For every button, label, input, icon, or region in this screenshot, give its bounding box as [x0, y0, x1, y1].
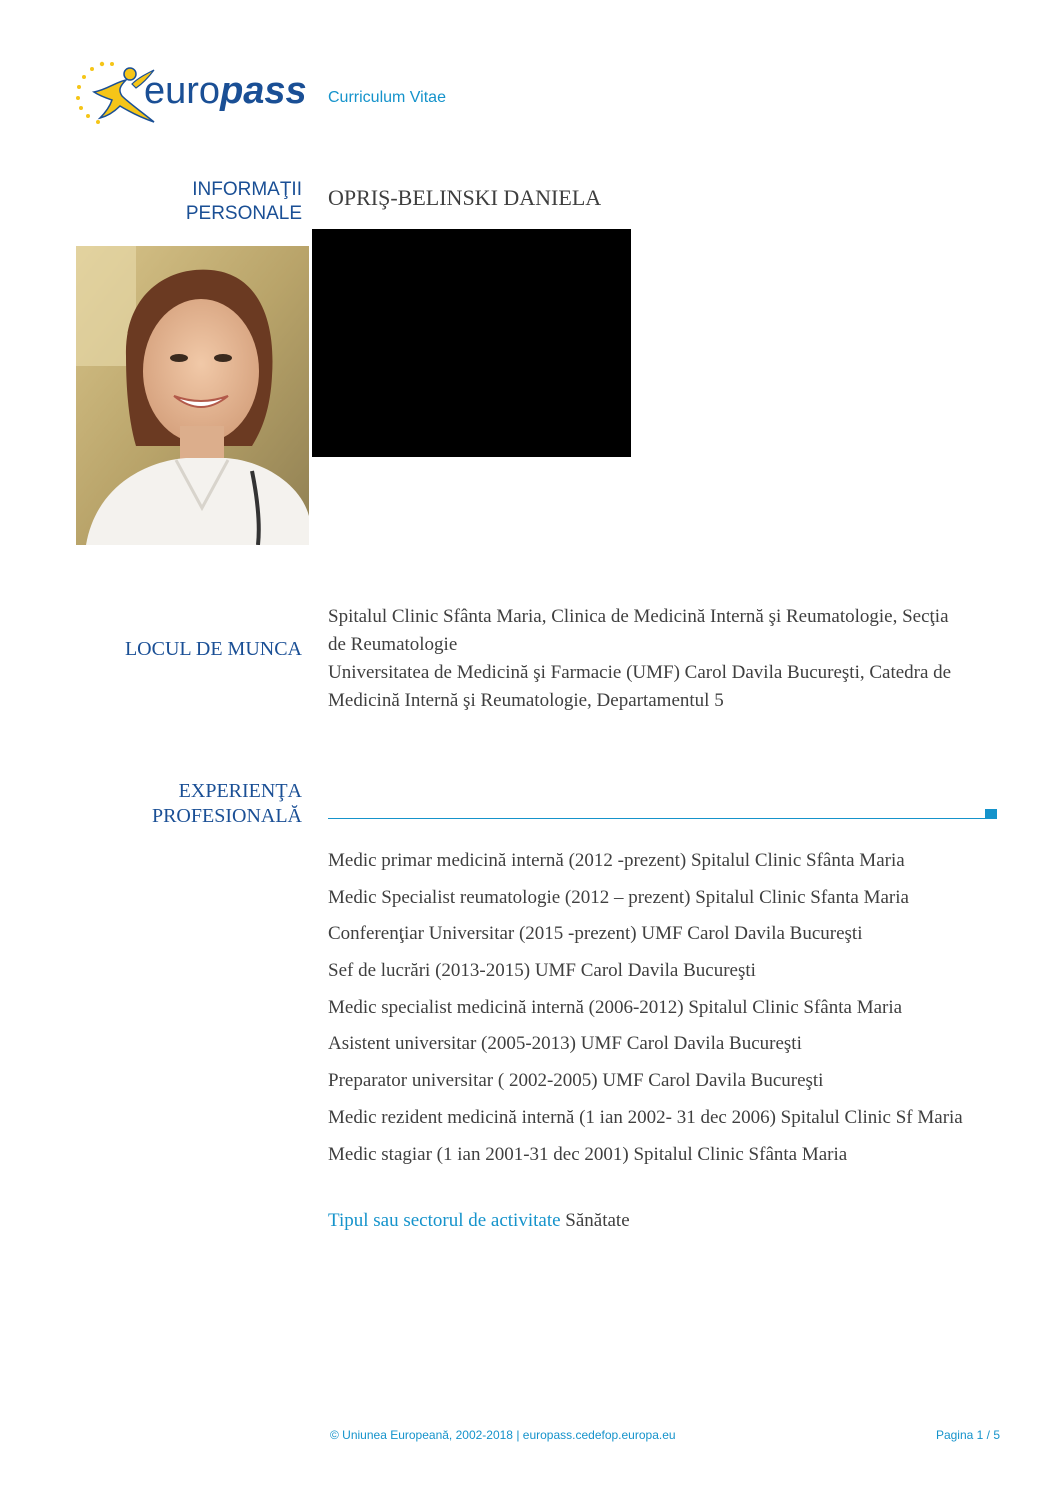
footer-page-number: Pagina 1 / 5 — [935, 1428, 1000, 1442]
activity-sector — [328, 1207, 630, 1235]
experience-item: Medic primar medicină internă (2012 -prezent) Spitalul Clinic Sfânta Maria — [328, 850, 905, 871]
wordmark-euro: euro — [144, 70, 221, 112]
footer-copyright: © Uniunea Europeană, 2002-2018 | europass.cedefop.europa.eu — [330, 1428, 676, 1442]
heading-line: PERSONALE — [185, 203, 302, 224]
experience-item: Conferenţiar Universitar (2015 -prezent) UMF Carol Davila Bucureşti — [328, 923, 863, 945]
experience-item: Medic specialist medicină internă (2006-2012) Spitalul Clinic Sfânta Maria — [328, 996, 903, 1018]
heading-line: PROFESIONALĂ — [151, 805, 302, 827]
sector-value: Sănătate — [565, 1210, 630, 1231]
document-type-label: Curriculum Vitae — [328, 89, 446, 106]
workplace-text — [328, 603, 1008, 715]
experience-item: Asistent universitar (2005-2013) UMF Carol Davila Bucureşti — [328, 1033, 802, 1055]
redacted-block — [312, 229, 631, 457]
divider-square-icon — [985, 809, 997, 819]
workplace-line: Spitalul Clinic Sfânta Maria, Clinica de Medicină Internă şi Reumatologie, Secţia — [328, 606, 949, 627]
portrait-image — [76, 246, 309, 545]
experience-list — [328, 847, 963, 1177]
workplace-line: Universitatea de Medicină şi Farmacie (UMF) Carol Davila Bucureşti, Catedra de — [328, 662, 952, 683]
experience-item: Preparator universitar ( 2002-2005) UMF Carol Davila Bucureşti — [328, 1070, 824, 1092]
full-name: OPRIŞ-BELINSKI DANIELA — [328, 185, 602, 210]
profile-photo — [76, 246, 309, 545]
heading-line: EXPERIENŢA — [178, 780, 302, 802]
experience-item: Medic Specialist reumatologie (2012 – prezent) Spitalul Clinic Sfanta Maria — [328, 886, 909, 908]
wordmark-pass: pass — [220, 70, 307, 112]
experience-heading — [42, 779, 302, 829]
experience-item: Medic rezident medicină internă (1 ian 2002- 31 dec 2006) Spitalul Clinic Sf Maria — [328, 1106, 963, 1128]
sector-label: Tipul sau sectorul de activitate — [328, 1210, 561, 1231]
workplace-line: de Reumatologie — [328, 634, 458, 655]
experience-item: Medic stagiar (1 ian 2001-31 dec 2001) Spitalul Clinic Sfânta Maria — [328, 1143, 848, 1165]
europass-wordmark — [144, 68, 307, 114]
experience-item: Sef de lucrări (2013-2015) UMF Carol Davila Bucureşti — [328, 960, 756, 982]
personal-info-heading — [102, 178, 302, 226]
heading-line: INFORMAŢII — [192, 179, 302, 200]
section-divider — [328, 818, 988, 819]
workplace-heading: LOCUL DE MUNCA — [124, 638, 302, 660]
workplace-line: Medicină Internă şi Reumatologie, Departamentul 5 — [328, 690, 724, 711]
